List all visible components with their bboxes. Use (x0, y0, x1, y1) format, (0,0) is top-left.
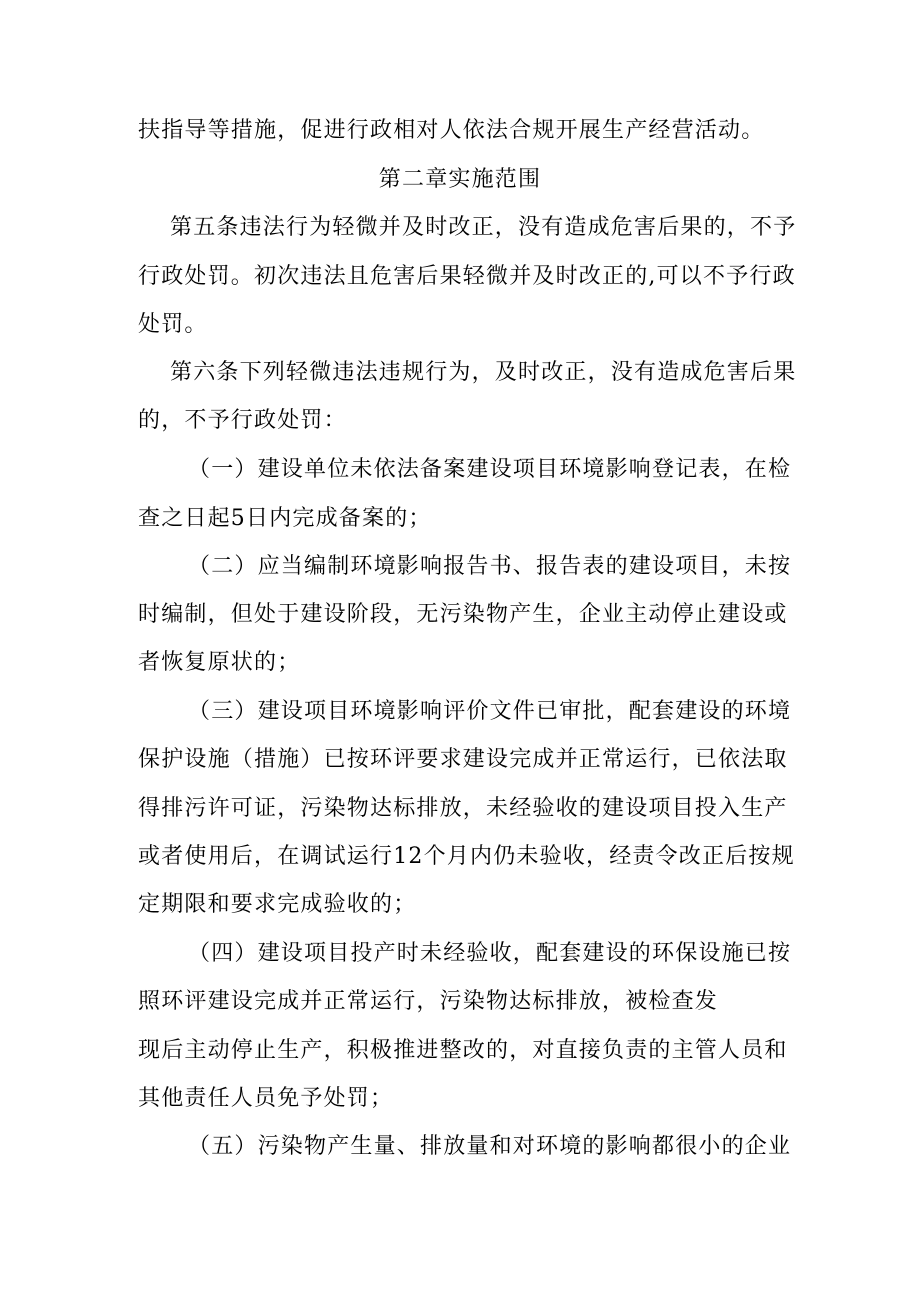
chapter-heading: 第二章实施范围 (378, 167, 542, 192)
text-line: 处罚。 (138, 312, 208, 337)
text-line: （四）建设项目投产时未经验收，配套建设的环保设施已按 (188, 941, 792, 966)
text-line: 第五条违法行为轻微并及时改正，没有造成危害后果的，不予 (170, 215, 797, 240)
text-line: 得排污许可证，污染物达标排放，未经验收的建设项目投入生产 (138, 796, 788, 821)
text-line: 行政处罚。初次违法且危害后果轻微并及时改正的,可以不予行政 (138, 264, 796, 289)
text-line: 的，不予行政处罚： (138, 408, 347, 433)
text-line: 查之日起5日内完成备案的； (138, 506, 432, 531)
text-line: 现后主动停止生产，积极推进整改的，对直接负责的主管人员和 (138, 1038, 788, 1063)
text-line: 其他责任人员免予处罚； (138, 1086, 394, 1111)
text-line: 照环评建设完成并正常运行，污染物达标排放，被检查发 (138, 989, 719, 1014)
text-line: 时编制，但处于建设阶段，无污染物产生，企业主动停止建设或 (138, 602, 788, 627)
text-line: 者恢复原状的； (138, 650, 301, 675)
text-line: （五）污染物产生量、排放量和对环境的影响都很小的企业 (188, 1134, 792, 1159)
text-line: 保护设施（措施）已按环评要求建设完成并正常运行，已依法取 (138, 747, 788, 772)
text-line: （二）应当编制环境影响报告书、报告表的建设项目，未按 (188, 554, 792, 579)
text-line: 或者使用后，在调试运行12个月内仍未验收，经责令改正后按规 (138, 844, 795, 869)
text-line: 定期限和要求完成验收的； (138, 892, 417, 917)
text-line: （三）建设项目环境影响评价文件已审批，配套建设的环境 (188, 699, 792, 724)
text-line: （一）建设单位未依法备案建设项目环境影响登记表，在检 (188, 457, 792, 482)
text-line: 第六条下列轻微违法违规行为，及时改正，没有造成危害后果 (170, 360, 797, 385)
text-line: 扶指导等措施，促进行政相对人依法合规开展生产经营活动。 (138, 118, 765, 143)
